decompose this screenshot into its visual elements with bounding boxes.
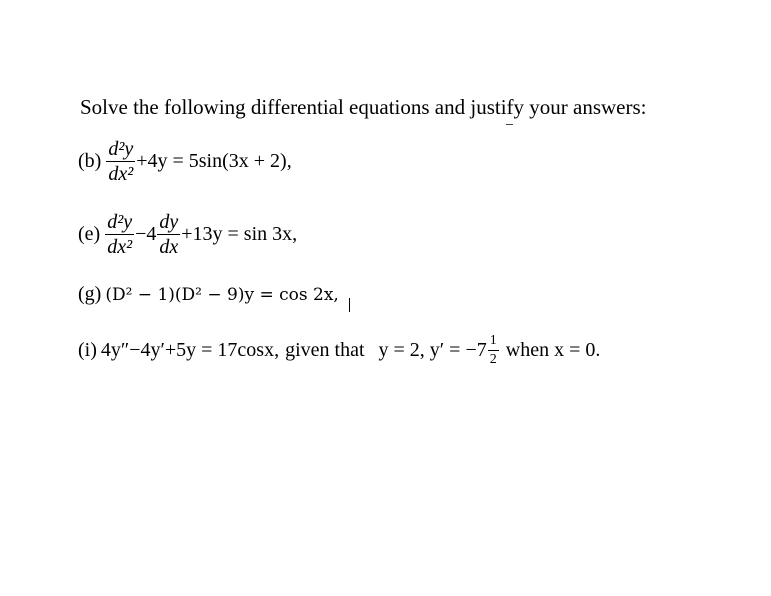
problem-b-derivative [106,139,135,184]
problem-b-rest: +4y = 5sin(3x + 2), [136,150,292,172]
text-cursor [349,298,350,312]
instructions-heading: Solve the following differential equations and justify your answers: [80,95,647,119]
problem-g-label: (g) [78,283,102,305]
problem-i-half-denominator: 2 [489,352,497,367]
problem-i-when: when [505,339,550,361]
problem-i-half-numerator: 1 [488,334,499,351]
problem-b [78,139,292,184]
problem-b-label: (b) [78,150,102,172]
problem-e-second-derivative-numerator: d²y [107,211,133,233]
problem-e [78,212,297,257]
problem-b-derivative-denominator: dx² [108,163,134,185]
problem-e-operator: −4 [135,223,157,245]
problem-i-given: given that [285,339,365,361]
problem-g [78,283,350,306]
problem-g-equation: (D² − 1)(D² − 9)y = cos 2x, [105,284,339,305]
problem-i-label: (i) [78,339,97,361]
problem-e-label: (e) [78,223,101,245]
problem-e-second-derivative [105,212,134,257]
problem-i-equation: 4y″−4y′+5y = 17cosx, [100,339,280,361]
problem-e-second-derivative-denominator: dx² [107,236,133,258]
problem-i-conditions: y = 2, y′ = −7 [378,339,487,361]
problem-b-derivative-numerator: d²y [108,138,134,160]
problem-i-when-value: x = 0. [554,339,601,361]
problem-e-rest: +13y = sin 3x, [181,223,298,245]
problem-e-first-derivative [157,212,180,257]
problem-i-half-fraction [488,334,499,367]
problem-e-first-derivative-denominator: dx [159,236,179,258]
stray-mark [506,124,513,125]
problem-e-first-derivative-numerator: dy [159,211,179,233]
problem-i [78,334,600,367]
